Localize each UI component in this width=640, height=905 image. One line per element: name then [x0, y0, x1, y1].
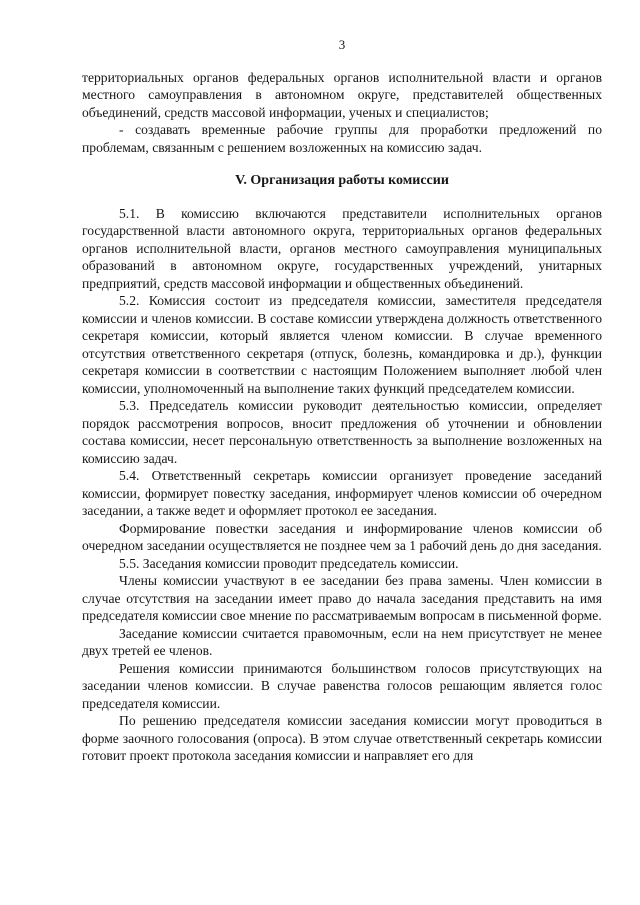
paragraph-working-groups: - создавать временные рабочие группы для проработки предложений по проблемам, связанным с решением возложенных на комиссию задач. [82, 122, 602, 155]
section-heading: V. Организация работы комиссии [235, 173, 449, 188]
paragraph-members: Члены комиссии участвуют в ее заседании без права замены. Член комиссии в случае отсутствия на заседании имеет право до начала заседания представить на имя председателя комиссии свое мнение по рассматриваемым вопросам в письменной форме. [82, 573, 602, 623]
paragraph-5-1: 5.1. В комиссию включаются представители исполнительных органов государственной власти автономного округа, территориальных органов федеральных органов исполнительной власти, органов местного самоуправления муниципальных образований в автономном округе, государственных учреждений, унитарных предприятий, средств массовой информации и общественных объединений. [82, 205, 602, 291]
paragraph-quorum: Заседание комиссии считается правомочным, если на нем присутствует не менее двух третей ее членов. [82, 625, 602, 658]
paragraph-5-5: 5.5. Заседания комиссии проводит председатель комиссии. [119, 555, 459, 571]
page-number: 3 [338, 37, 346, 52]
paragraph-agenda: Формирование повестки заседания и информирование членов комиссии об очередном заседании осуществляется не позднее чем за 1 рабочий день до дня заседания. [82, 520, 602, 553]
paragraph-absentee-voting: По решению председателя комиссии заседания комиссии могут проводиться в форме заочного голосования (опроса). В этом случае ответственный секретарь комиссии готовит проект протокола заседания комиссии и направляет его для [82, 713, 602, 763]
paragraph-5-3: 5.3. Председатель комиссии руководит деятельностью комиссии, определяет порядок рассмотрения вопросов, вносит предложения об уточнении и обновлении состава комиссии, несет персональную ответственность за выполнение возложенных на комиссию задач. [82, 398, 602, 466]
paragraph-5-2: 5.2. Комиссия состоит из председателя комиссии, заместителя председателя комиссии и членов комиссии. В составе комиссии утверждена должность ответственного секретаря комиссии, который является членом комиссии. В случае временного отсутствия ответственного секретаря (отпуск, болезнь, командировка и др.), функции секретаря комиссии в соответствии с настоящим Положением выполняет любой член комиссии, уполномоченный на выполнение таких функций председателем комиссии. [82, 293, 602, 396]
paragraph-continuation: территориальных органов федеральных органов исполнительной власти и органов местного самоуправления в автономном округе, представителей общественных объединений, средств массовой информации, ученых и специалистов; [82, 69, 602, 120]
paragraph-5-4: 5.4. Ответственный секретарь комиссии организует проведение заседаний комиссии, формирует повестку заседания, информирует членов комиссии об очередном заседании, а также ведет и оформляет протокол ее заседания. [82, 468, 602, 518]
paragraph-decisions: Решения комиссии принимаются большинством голосов присутствующих на заседании членов комиссии. В случае равенства голосов решающим является голос председателя комиссии. [82, 660, 602, 711]
